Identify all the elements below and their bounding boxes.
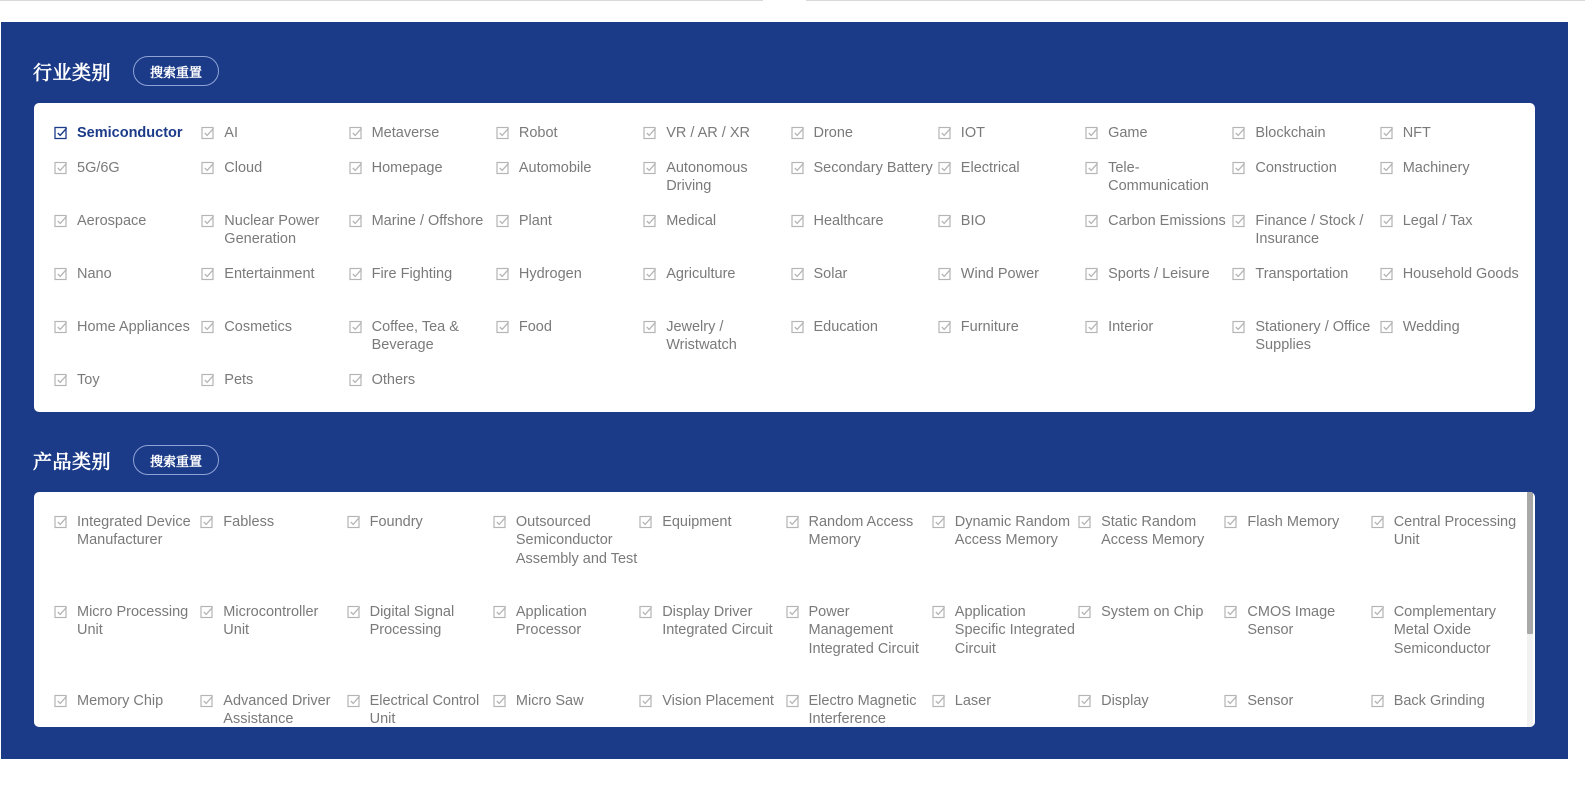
industry-checkbox-item[interactable] (1380, 124, 1526, 142)
industry-checkbox-item[interactable] (201, 265, 347, 283)
checkbox-icon[interactable] (639, 694, 653, 708)
product-checkbox-item[interactable] (932, 513, 1078, 550)
product-checkbox-item[interactable] (200, 603, 346, 640)
checkbox-icon[interactable] (349, 126, 363, 140)
checkbox-label: Blockchain (1255, 125, 1326, 141)
checkbox-label: CMOS Image Sensor (1247, 604, 1336, 639)
product-title: 产品类别 (33, 451, 112, 473)
checkbox-icon[interactable] (938, 267, 952, 281)
checkbox-label: Display (1101, 693, 1149, 709)
checkbox-icon[interactable] (1224, 605, 1238, 619)
checkbox-label: Microcontroller Unit (223, 604, 319, 639)
checkbox-icon[interactable] (349, 214, 363, 228)
checkbox-label: Foundry (369, 514, 423, 530)
product-checkbox-item[interactable] (54, 692, 200, 710)
checkbox-label: 5G/6G (77, 160, 120, 176)
checkbox-icon[interactable] (938, 320, 952, 334)
product-checkbox-item[interactable] (1371, 692, 1517, 710)
checkbox-label: Drone (813, 125, 853, 141)
industry-panel (34, 103, 1535, 412)
checkbox-icon[interactable] (496, 126, 510, 140)
checkbox-icon[interactable] (1232, 126, 1246, 140)
checkbox-icon[interactable] (201, 126, 215, 140)
product-checkbox-item[interactable] (639, 513, 785, 531)
checkbox-icon[interactable] (496, 161, 510, 175)
checkbox-label: Food (518, 319, 552, 335)
checkbox-icon[interactable] (791, 267, 805, 281)
checkbox-icon[interactable] (1380, 126, 1394, 140)
product-checkbox-item[interactable] (1078, 692, 1224, 710)
industry-checkbox-item[interactable] (54, 212, 200, 230)
checkbox-icon[interactable] (201, 267, 215, 281)
checkbox-icon[interactable] (1371, 515, 1385, 529)
industry-checkbox-item[interactable] (643, 265, 789, 283)
checkbox-label: Secondary Battery (813, 160, 933, 176)
checkbox-label: Integrated Device Manufacturer (77, 514, 191, 549)
product-scrollbar-thumb[interactable] (1527, 492, 1533, 634)
checkbox-label: Home Appliances (77, 319, 190, 335)
checkbox-icon[interactable] (496, 267, 510, 281)
checkbox-icon[interactable] (54, 320, 68, 334)
industry-checkbox-item[interactable] (791, 124, 937, 142)
checkbox-icon[interactable] (643, 161, 657, 175)
industry-checkbox-item[interactable] (1085, 159, 1231, 196)
product-reset-button[interactable]: 搜索重置 (133, 445, 219, 475)
industry-checkbox-item[interactable] (349, 159, 495, 177)
checkbox-icon[interactable] (938, 161, 952, 175)
checkbox-icon[interactable] (1085, 267, 1099, 281)
checkbox-label: Cosmetics (224, 319, 292, 335)
checkbox-icon[interactable] (1232, 161, 1246, 175)
industry-checkbox-item[interactable] (938, 124, 1084, 142)
checkbox-label: Static Random Access Memory (1101, 514, 1205, 549)
industry-checkbox-item[interactable] (938, 159, 1084, 177)
checkbox-icon[interactable] (349, 267, 363, 281)
industry-checkbox-item[interactable] (938, 318, 1084, 336)
checkbox-icon[interactable] (1224, 694, 1238, 708)
industry-checkbox-item[interactable] (1380, 159, 1526, 177)
industry-checkbox-item[interactable] (1085, 265, 1231, 283)
product-checkbox-item[interactable] (1224, 603, 1370, 640)
checkbox-icon[interactable] (1078, 694, 1092, 708)
checkbox-label: Application Processor (515, 604, 587, 639)
checkbox-icon[interactable] (1085, 214, 1099, 228)
checkbox-icon[interactable] (347, 694, 361, 708)
industry-checkbox-item[interactable] (791, 318, 937, 336)
product-checkbox-item[interactable] (54, 513, 200, 550)
checkbox-icon[interactable] (1078, 605, 1092, 619)
checkbox-label: BIO (960, 213, 986, 229)
product-checkbox-item[interactable] (786, 603, 932, 658)
checkbox-icon[interactable] (201, 373, 215, 387)
checkbox-icon[interactable] (1380, 214, 1394, 228)
checkbox-label: Metaverse (371, 125, 440, 141)
industry-checkbox-item[interactable] (201, 318, 347, 336)
checkbox-label: System on Chip (1101, 604, 1204, 620)
checkbox-label: Furniture (960, 319, 1019, 335)
checkbox-label: Display Driver Integrated Circuit (662, 604, 773, 639)
product-checkbox-item[interactable] (200, 692, 346, 727)
industry-checkbox-item[interactable] (496, 212, 642, 230)
product-checkbox-item[interactable] (639, 603, 785, 640)
industry-checkbox-item[interactable] (643, 212, 789, 230)
checkbox-icon[interactable] (496, 320, 510, 334)
industry-checkbox-item[interactable] (496, 318, 642, 336)
product-checkbox-item[interactable] (493, 692, 639, 710)
industry-checkbox-item[interactable] (54, 371, 200, 389)
industry-checkbox-item[interactable] (643, 159, 789, 196)
industry-header (33, 56, 219, 86)
checkbox-icon[interactable] (938, 214, 952, 228)
checkbox-label: Construction (1255, 160, 1337, 176)
checkbox-label: Stationery / Office Supplies (1255, 319, 1371, 354)
checkbox-label: Carbon Emissions (1108, 213, 1226, 229)
checkbox-icon[interactable] (1085, 161, 1099, 175)
industry-checkbox-item[interactable] (791, 265, 937, 283)
industry-checkbox-item[interactable] (349, 212, 495, 230)
industry-checkbox-item[interactable] (1085, 318, 1231, 336)
industry-checkbox-item[interactable] (938, 212, 1084, 230)
industry-checkbox-item[interactable] (349, 318, 495, 355)
industry-checkbox-item[interactable] (349, 371, 495, 389)
checkbox-icon[interactable] (791, 126, 805, 140)
product-checkbox-item[interactable] (932, 603, 1078, 658)
checkbox-label: Homepage (371, 160, 443, 176)
top-divider-left (0, 0, 763, 1)
product-checkbox-item[interactable] (1224, 513, 1370, 531)
checkbox-label: Memory Chip (77, 693, 164, 709)
checkbox-icon[interactable] (932, 515, 946, 529)
product-checkbox-item[interactable] (786, 692, 932, 727)
checkbox-icon[interactable] (643, 320, 657, 334)
checkbox-icon[interactable] (791, 161, 805, 175)
product-header (33, 445, 219, 475)
checkbox-icon[interactable] (54, 214, 68, 228)
checkbox-icon[interactable] (54, 126, 68, 140)
checkbox-icon[interactable] (201, 320, 215, 334)
checkbox-label: Others (371, 372, 416, 388)
checkbox-icon[interactable] (932, 694, 946, 708)
checkbox-label: Finance / Stock / Insurance (1255, 213, 1364, 248)
checkbox-label: Coffee, Tea & Beverage (371, 319, 459, 354)
industry-checkbox-item[interactable] (1232, 212, 1378, 249)
industry-checkbox-item[interactable] (1380, 265, 1526, 283)
industry-checkbox-item[interactable] (349, 265, 495, 283)
industry-checkbox-item[interactable] (496, 265, 642, 283)
checkbox-label: Back Grinding (1393, 693, 1485, 709)
product-checkbox-item[interactable] (1078, 513, 1224, 550)
checkbox-icon[interactable] (496, 214, 510, 228)
checkbox-label: Vision Placement (662, 693, 774, 709)
top-bar (0, 0, 1585, 22)
product-checkbox-item[interactable] (1371, 513, 1517, 550)
checkbox-label: Nuclear Power Generation (224, 213, 320, 248)
product-checkbox-item[interactable] (347, 692, 493, 727)
checkbox-label: Tele-Communication (1108, 160, 1209, 195)
industry-checkbox-item[interactable] (1232, 265, 1378, 283)
checkbox-label: Sports / Leisure (1108, 266, 1210, 282)
top-divider-right (806, 0, 1585, 1)
checkbox-label: Dynamic Random Access Memory (954, 514, 1071, 549)
checkbox-label: Digital Signal Processing (369, 604, 455, 639)
checkbox-icon[interactable] (1232, 267, 1246, 281)
checkbox-label: Central Processing Unit (1393, 514, 1517, 549)
industry-checkbox-item[interactable] (201, 371, 347, 389)
checkbox-label: Pets (224, 372, 254, 388)
product-checkbox-item[interactable] (1224, 692, 1370, 710)
checkbox-icon[interactable] (54, 515, 68, 529)
checkbox-label: Entertainment (224, 266, 315, 282)
checkbox-label: Wind Power (960, 266, 1039, 282)
checkbox-icon[interactable] (54, 161, 68, 175)
checkbox-label: IOT (960, 125, 985, 141)
checkbox-label: Sensor (1247, 693, 1294, 709)
checkbox-label: Marine / Offshore (371, 213, 484, 229)
checkbox-icon[interactable] (1078, 515, 1092, 529)
checkbox-label: Robot (518, 125, 558, 141)
industry-checkbox-item[interactable] (791, 159, 937, 177)
checkbox-icon[interactable] (54, 373, 68, 387)
checkbox-label: Advanced Driver Assistance (223, 693, 331, 727)
checkbox-label: Transportation (1255, 266, 1349, 282)
checkbox-label: Machinery (1402, 160, 1470, 176)
checkbox-icon[interactable] (1371, 605, 1385, 619)
checkbox-label: Outsourced Semiconductor Assembly and Test (515, 514, 638, 567)
product-checkbox-item[interactable] (932, 692, 1078, 710)
product-checkbox-item[interactable] (786, 513, 932, 550)
checkbox-icon[interactable] (786, 694, 800, 708)
checkbox-label: Education (813, 319, 878, 335)
checkbox-icon[interactable] (791, 320, 805, 334)
checkbox-label: Interior (1108, 319, 1154, 335)
product-panel (34, 492, 1535, 727)
checkbox-label: Wedding (1402, 319, 1460, 335)
checkbox-icon[interactable] (1380, 320, 1394, 334)
checkbox-label: Semiconductor (77, 125, 183, 141)
checkbox-icon[interactable] (201, 161, 215, 175)
checkbox-icon[interactable] (493, 515, 507, 529)
checkbox-icon[interactable] (1380, 267, 1394, 281)
industry-checkbox-item[interactable] (1085, 212, 1231, 230)
product-checkbox-item[interactable] (493, 513, 639, 568)
industry-checkbox-item[interactable] (54, 159, 200, 177)
checkbox-icon[interactable] (1224, 515, 1238, 529)
checkbox-label: Nano (77, 266, 112, 282)
product-checkbox-item[interactable] (493, 603, 639, 640)
checkbox-label: Electro Magnetic Interference (808, 693, 917, 727)
checkbox-label: Micro Saw (515, 693, 584, 709)
industry-checkbox-item[interactable] (496, 124, 642, 142)
industry-checkbox-item[interactable] (201, 124, 347, 142)
checkbox-icon[interactable] (1085, 126, 1099, 140)
checkbox-label: NFT (1402, 125, 1431, 141)
checkbox-icon[interactable] (347, 605, 361, 619)
checkbox-icon[interactable] (349, 161, 363, 175)
industry-checkbox-item[interactable] (1232, 318, 1378, 355)
checkbox-icon[interactable] (938, 126, 952, 140)
checkbox-icon[interactable] (347, 515, 361, 529)
checkbox-icon[interactable] (1371, 694, 1385, 708)
industry-checkbox-item[interactable] (1232, 124, 1378, 142)
checkbox-icon[interactable] (786, 515, 800, 529)
checkbox-label: Complementary Metal Oxide Semiconductor (1393, 604, 1497, 657)
industry-checkbox-item[interactable] (643, 124, 789, 142)
checkbox-label: Household Goods (1402, 266, 1519, 282)
industry-reset-button[interactable]: 搜索重置 (133, 56, 219, 86)
checkbox-icon[interactable] (643, 126, 657, 140)
checkbox-icon[interactable] (54, 605, 68, 619)
industry-checkbox-item[interactable] (54, 265, 200, 283)
checkbox-label: Application Specific Integrated Circuit (954, 604, 1075, 657)
checkbox-icon[interactable] (1085, 320, 1099, 334)
checkbox-icon[interactable] (639, 605, 653, 619)
checkbox-icon[interactable] (643, 267, 657, 281)
product-checkbox-item[interactable] (347, 603, 493, 640)
checkbox-label: Micro Processing Unit (77, 604, 189, 639)
checkbox-label: Healthcare (813, 213, 884, 229)
product-checkbox-item[interactable] (639, 692, 785, 710)
checkbox-icon[interactable] (786, 605, 800, 619)
checkbox-label: Electrical (960, 160, 1020, 176)
checkbox-icon[interactable] (639, 515, 653, 529)
industry-checkbox-item[interactable] (1380, 212, 1526, 230)
industry-checkbox-item[interactable] (54, 318, 200, 336)
industry-checkbox-item[interactable] (54, 124, 200, 142)
product-checkbox-item[interactable] (1371, 603, 1517, 658)
product-checkbox-item[interactable] (54, 603, 200, 640)
checkbox-icon[interactable] (201, 214, 215, 228)
checkbox-label: Cloud (224, 160, 263, 176)
checkbox-icon[interactable] (200, 605, 214, 619)
checkbox-icon[interactable] (1380, 161, 1394, 175)
checkbox-icon[interactable] (643, 214, 657, 228)
industry-checkbox-item[interactable] (349, 124, 495, 142)
checkbox-label: Agriculture (666, 266, 736, 282)
checkbox-label: Hydrogen (518, 266, 582, 282)
checkbox-icon[interactable] (54, 267, 68, 281)
industry-checkbox-item[interactable] (791, 212, 937, 230)
checkbox-label: Electrical Control Unit (369, 693, 480, 727)
industry-checkbox-item[interactable] (1380, 318, 1526, 336)
checkbox-label: VR / AR / XR (666, 125, 750, 141)
industry-checkbox-item[interactable] (201, 159, 347, 177)
checkbox-label: Jewelry / Wristwatch (666, 319, 737, 354)
industry-checkbox-item[interactable] (1232, 159, 1378, 177)
industry-checkbox-item[interactable] (201, 212, 347, 249)
checkbox-label: Power Management Integrated Circuit (808, 604, 919, 657)
checkbox-label: Legal / Tax (1402, 213, 1473, 229)
checkbox-label: Flash Memory (1247, 514, 1340, 530)
checkbox-label: Equipment (662, 514, 732, 530)
checkbox-label: Medical (666, 213, 717, 229)
checkbox-label: Solar (813, 266, 848, 282)
checkbox-icon[interactable] (493, 694, 507, 708)
checkbox-label: Automobile (518, 160, 592, 176)
checkbox-label: Fabless (223, 514, 275, 530)
checkbox-icon[interactable] (932, 605, 946, 619)
checkbox-icon[interactable] (349, 373, 363, 387)
product-checkbox-item[interactable] (347, 513, 493, 531)
checkbox-label: AI (224, 125, 238, 141)
checkbox-label: Plant (518, 213, 552, 229)
checkbox-icon[interactable] (200, 694, 214, 708)
checkbox-label: Autonomous Driving (666, 160, 748, 195)
product-checkbox-item[interactable] (1078, 603, 1224, 621)
checkbox-label: Toy (77, 372, 100, 388)
checkbox-icon[interactable] (54, 694, 68, 708)
checkbox-icon[interactable] (200, 515, 214, 529)
industry-checkbox-item[interactable] (1085, 124, 1231, 142)
checkbox-label: Aerospace (77, 213, 147, 229)
checkbox-label: Laser (954, 693, 992, 709)
industry-title: 行业类别 (33, 62, 112, 84)
industry-checkbox-item[interactable] (496, 159, 642, 177)
checkbox-label: Game (1108, 125, 1148, 141)
checkbox-icon[interactable] (791, 214, 805, 228)
checkbox-icon[interactable] (1232, 320, 1246, 334)
industry-checkbox-item[interactable] (643, 318, 789, 355)
checkbox-icon[interactable] (349, 320, 363, 334)
checkbox-label: Random Access Memory (808, 514, 914, 549)
product-checkbox-item[interactable] (200, 513, 346, 531)
industry-checkbox-item[interactable] (938, 265, 1084, 283)
checkbox-icon[interactable] (1232, 214, 1246, 228)
checkbox-icon[interactable] (493, 605, 507, 619)
checkbox-label: Fire Fighting (371, 266, 453, 282)
